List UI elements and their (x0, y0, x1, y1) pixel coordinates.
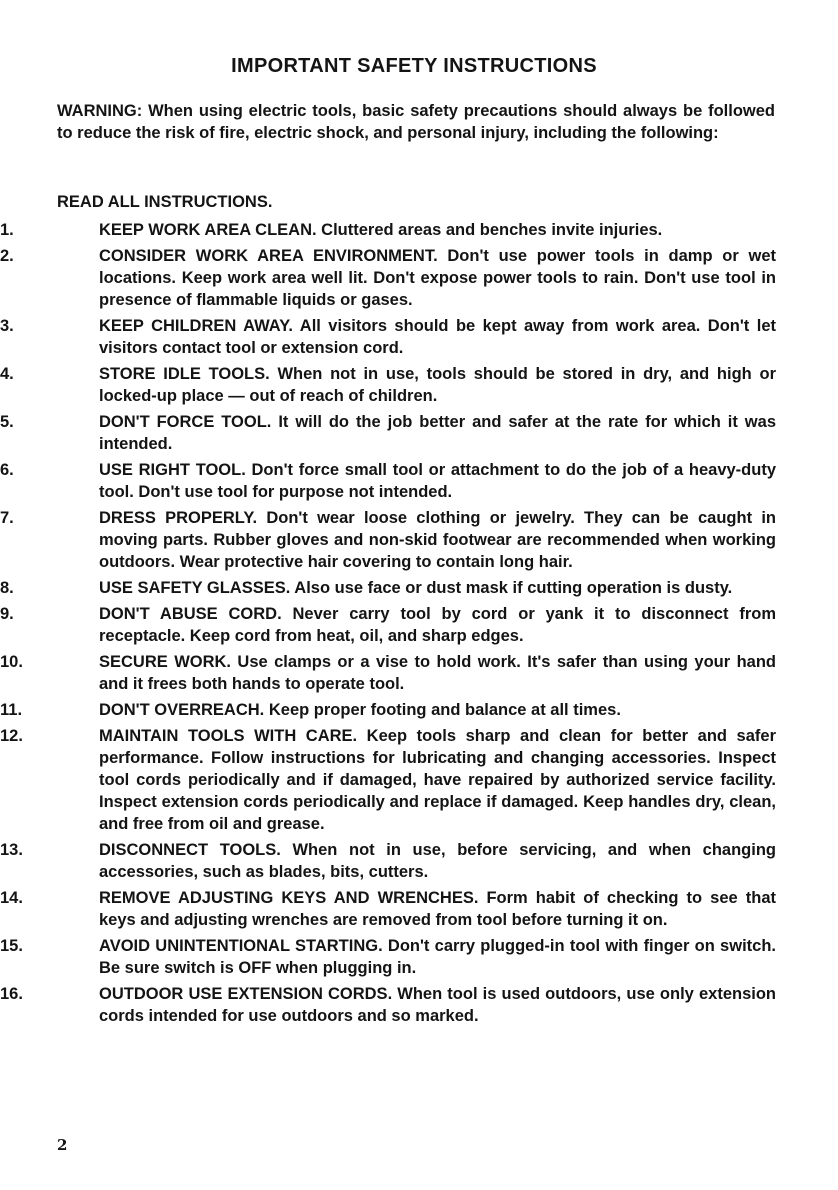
list-item (0, 577, 776, 599)
item-text: KEEP WORK AREA CLEAN. Cluttered areas and benches invite injuries. (99, 221, 663, 239)
list-item (0, 363, 776, 407)
list-item (0, 603, 776, 647)
item-number: 14. (0, 889, 23, 907)
item-number: 4. (0, 365, 14, 383)
item-number: 12. (0, 727, 23, 745)
list-item (0, 651, 776, 695)
item-number: 6. (0, 461, 14, 479)
item-number: 9. (0, 605, 14, 623)
item-number: 2. (0, 247, 14, 265)
item-number: 10. (0, 653, 23, 671)
item-text: DISCONNECT TOOLS. When not in use, before servicing, and when changing accessories, such as blades, bits, cutters. (99, 841, 776, 881)
item-number: 3. (0, 317, 14, 335)
list-item (0, 725, 776, 835)
item-text: AVOID UNINTENTIONAL STARTING. Don't carry plugged-in tool with finger on switch. Be sure switch is OFF when plugging in. (99, 937, 776, 977)
item-number: 15. (0, 937, 23, 955)
item-text: CONSIDER WORK AREA ENVIRONMENT. Don't use power tools in damp or wet locations. Keep work area well lit. Don't expose power tools to rain. Don't use tool in presence of flammable liquids or gases. (99, 247, 776, 309)
item-text: USE RIGHT TOOL. Don't force small tool or attachment to do the job of a heavy-duty tool. Don't use tool for purpose not intended. (99, 461, 776, 501)
item-text: KEEP CHILDREN AWAY. All visitors should be kept away from work area. Don't let visitors contact tool or extension cord. (99, 317, 776, 357)
item-text: DON'T ABUSE CORD. Never carry tool by cord or yank it to disconnect from receptacle. Keep cord from heat, oil, and sharp edges. (99, 605, 776, 645)
list-item (0, 699, 776, 721)
list-item (0, 245, 776, 311)
list-item (0, 887, 776, 931)
list-item (0, 983, 776, 1027)
read-all-instructions-heading: READ ALL INSTRUCTIONS. (57, 193, 273, 211)
list-item (0, 315, 776, 359)
item-text: DRESS PROPERLY. Don't wear loose clothing or jewelry. They can be caught in moving parts. Rubber gloves and non-skid footwear are recommended when working outdoors. Wear protective hair covering to contain long hair. (99, 509, 776, 571)
list-item (0, 839, 776, 883)
item-text: DON'T FORCE TOOL. It will do the job better and safer at the rate for which it was intended. (99, 413, 776, 453)
list-item (0, 935, 776, 979)
item-number: 8. (0, 579, 14, 597)
list-item (0, 411, 776, 455)
item-text: SECURE WORK. Use clamps or a vise to hold work. It's safer than using your hand and it frees both hands to operate tool. (99, 653, 776, 693)
item-number: 13. (0, 841, 23, 859)
item-number: 16. (0, 985, 23, 1003)
item-text: REMOVE ADJUSTING KEYS AND WRENCHES. Form habit of checking to see that keys and adjusting wrenches are removed from tool before turning it on. (99, 889, 776, 929)
page-title: IMPORTANT SAFETY INSTRUCTIONS (231, 55, 597, 77)
item-number: 1. (0, 221, 14, 239)
list-item (0, 459, 776, 503)
list-item (0, 507, 776, 573)
item-text: USE SAFETY GLASSES. Also use face or dust mask if cutting operation is dusty. (99, 579, 733, 597)
list-item (0, 219, 776, 241)
safety-instruction-list (0, 219, 838, 1031)
item-text: STORE IDLE TOOLS. When not in use, tools should be stored in dry, and high or locked-up place — out of reach of children. (99, 365, 776, 405)
item-text: DON'T OVERREACH. Keep proper footing and balance at all times. (99, 701, 621, 719)
item-number: 5. (0, 413, 14, 431)
page-number: 2 (57, 1136, 68, 1154)
item-number: 11. (0, 701, 23, 719)
warning-paragraph: WARNING: When using electric tools, basic safety precautions should always be followed to reduce the risk of fire, electric shock, and personal injury, including the following: (57, 102, 775, 142)
item-text: MAINTAIN TOOLS WITH CARE. Keep tools sharp and clean for better and safer performance. Follow instructions for lubricating and changing accessories. Inspect tool cords periodically and if damaged, have repaired by authorized service facility. Inspect extension cords periodically and replace if damaged. Keep handles dry, clean, and free from oil and grease. (99, 727, 776, 833)
item-text: OUTDOOR USE EXTENSION CORDS. When tool is used outdoors, use only extension cords intended for use outdoors and so marked. (99, 985, 776, 1025)
item-number: 7. (0, 509, 14, 527)
